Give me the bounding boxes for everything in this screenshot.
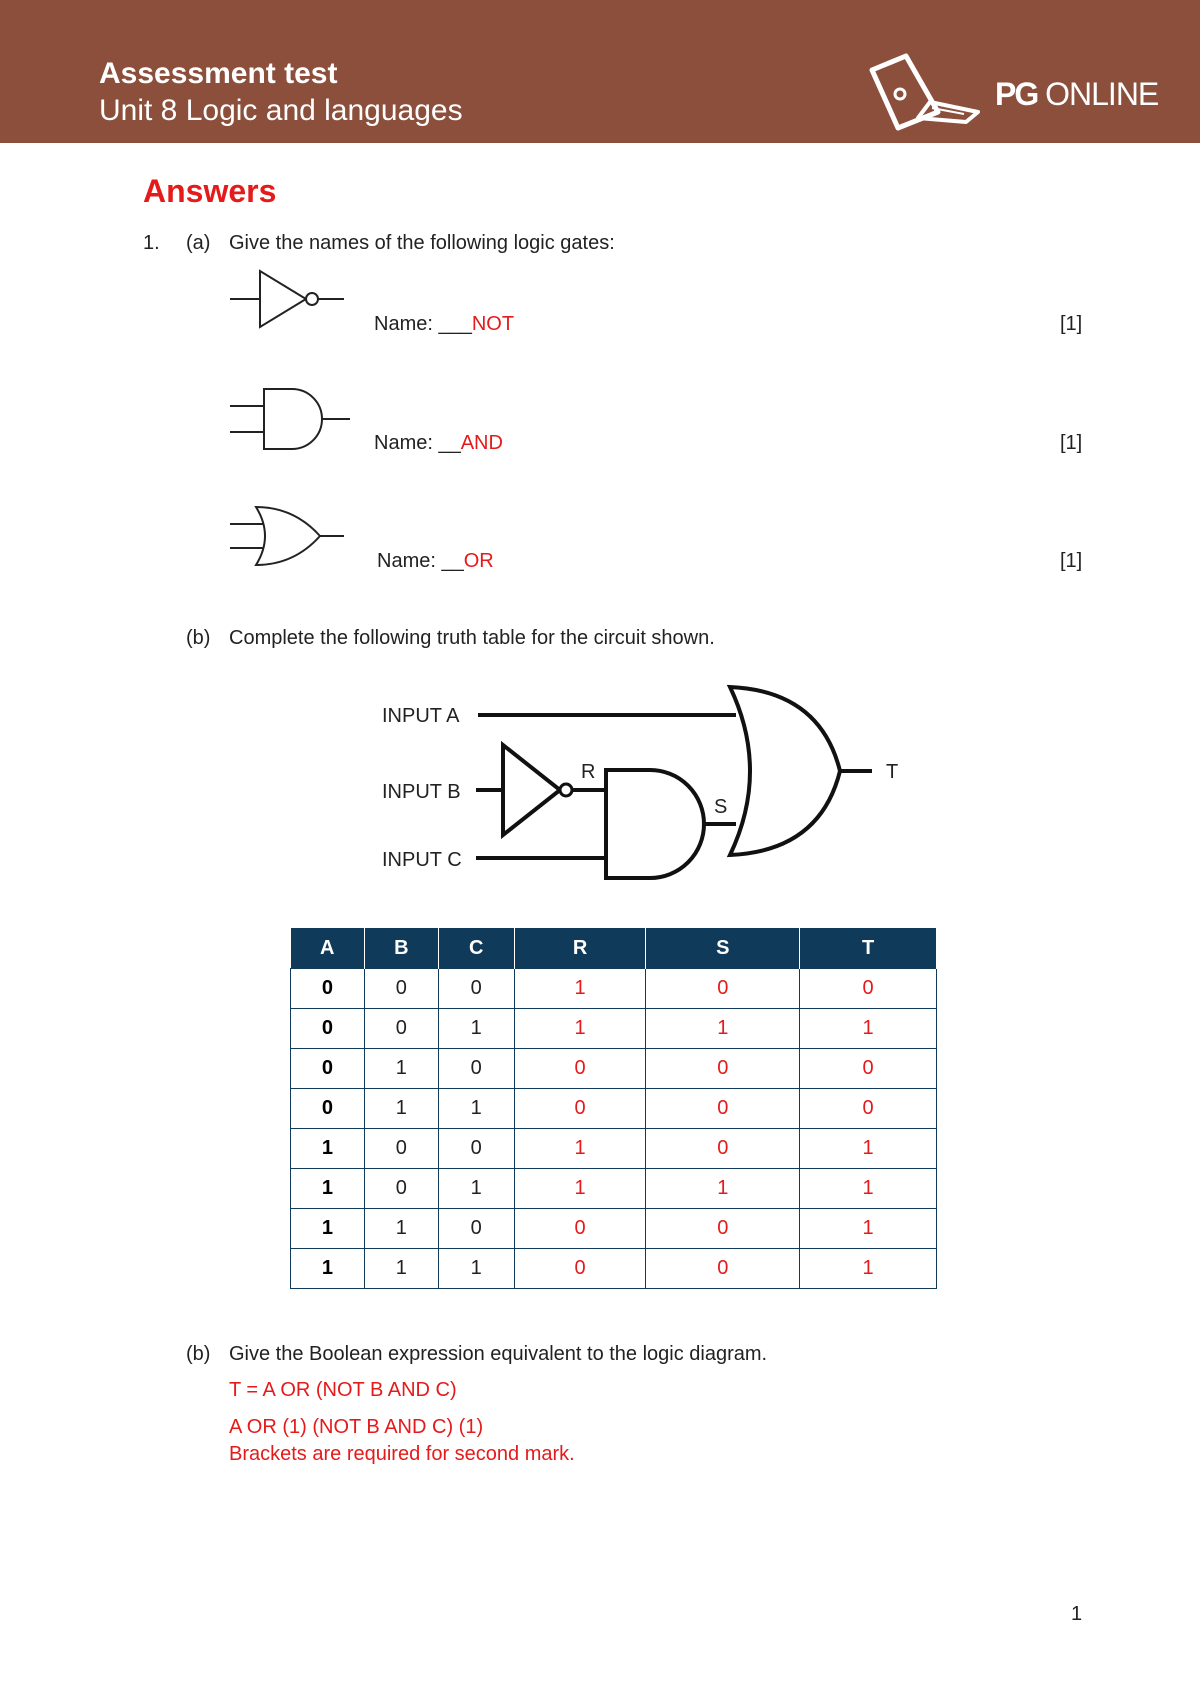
column-header: S — [646, 928, 800, 969]
answer-cell: 1 — [800, 1129, 937, 1169]
table-cell: 1 — [364, 1089, 438, 1129]
part-a-text: Give the names of the following logic gates: — [229, 232, 615, 254]
input-b-label: INPUT B — [382, 781, 461, 803]
table-cell: 1 — [438, 1009, 514, 1049]
table-cell: 0 — [364, 1009, 438, 1049]
gate-mark-2: [1] — [1060, 432, 1083, 454]
page-header — [0, 0, 1200, 143]
column-header: R — [514, 928, 646, 969]
table-row — [291, 1209, 937, 1249]
table-cell: 0 — [291, 969, 365, 1009]
table-row — [291, 1169, 937, 1209]
table-cell: 0 — [438, 1209, 514, 1249]
table-cell: 0 — [364, 969, 438, 1009]
truth-table — [290, 928, 937, 1289]
brand-logo: PG ONLINE — [995, 76, 1159, 112]
answer-cell: 1 — [514, 1129, 646, 1169]
table-cell: 1 — [291, 1169, 365, 1209]
input-a-label: INPUT A — [382, 705, 460, 727]
column-header: A — [291, 928, 365, 969]
table-header-row — [291, 928, 937, 969]
table-row — [291, 1249, 937, 1289]
or-gate-icon — [228, 504, 346, 568]
part-b-text: Complete the following truth table for the circuit shown. — [229, 627, 715, 649]
answer-cell: 1 — [646, 1169, 800, 1209]
gate-mark-1: [1] — [1060, 313, 1083, 335]
answer-cell: 0 — [646, 1049, 800, 1089]
table-row — [291, 969, 937, 1009]
answer-cell: 1 — [646, 1009, 800, 1049]
table-cell: 1 — [291, 1129, 365, 1169]
and-gate-icon — [228, 386, 352, 452]
table-cell: 1 — [438, 1169, 514, 1209]
table-row — [291, 1129, 937, 1169]
table-cell: 0 — [291, 1089, 365, 1129]
answer-cell: 1 — [514, 1169, 646, 1209]
answer-expression: T = A OR (NOT B AND C) — [229, 1379, 457, 1401]
gate-mark-3: [1] — [1060, 550, 1083, 572]
gate-answer-3: OR — [463, 550, 494, 572]
column-header: C — [438, 928, 514, 969]
answer-cell: 0 — [646, 1249, 800, 1289]
table-cell: 1 — [364, 1049, 438, 1089]
table-cell: 1 — [364, 1209, 438, 1249]
gate-name-2: Name: __AND — [374, 432, 503, 454]
answer-cell: 0 — [514, 1089, 646, 1129]
table-cell: 0 — [364, 1169, 438, 1209]
answer-cell: 0 — [800, 1049, 937, 1089]
table-cell: 1 — [438, 1089, 514, 1129]
answer-cell: 0 — [646, 969, 800, 1009]
answer-note: Brackets are required for second mark. — [229, 1443, 575, 1465]
answer-cell: 1 — [800, 1209, 937, 1249]
part-b-label: (b) — [186, 627, 211, 649]
gate-name-1: Name: ___NOT — [374, 313, 515, 335]
document-title: Assessment test — [99, 57, 338, 90]
answer-cell: 0 — [646, 1209, 800, 1249]
gate-name-3: Name: __OR — [377, 550, 494, 572]
part-c-text: Give the Boolean expression equivalent to the logic diagram. — [229, 1343, 768, 1365]
gate-answer-1: NOT — [471, 313, 515, 335]
input-c-label: INPUT C — [382, 849, 462, 871]
not-gate-shape — [503, 745, 560, 835]
not-gate-icon — [228, 268, 346, 332]
answer-cell: 1 — [514, 1009, 646, 1049]
column-header: B — [364, 928, 438, 969]
table-cell: 1 — [364, 1249, 438, 1289]
answer-cell: 1 — [514, 969, 646, 1009]
answer-cell: 0 — [646, 1089, 800, 1129]
t-label: T — [886, 761, 899, 783]
answer-cell: 1 — [800, 1249, 937, 1289]
table-row — [291, 1009, 937, 1049]
answer-cell: 0 — [514, 1049, 646, 1089]
table-cell: 1 — [438, 1249, 514, 1289]
s-label: S — [714, 796, 728, 818]
r-label: R — [581, 761, 596, 783]
or-gate-shape — [730, 687, 840, 855]
table-row — [291, 1049, 937, 1089]
logic-circuit-diagram — [370, 675, 930, 885]
document-subtitle: Unit 8 Logic and languages — [99, 94, 463, 127]
answer-cell: 0 — [514, 1249, 646, 1289]
table-cell: 0 — [291, 1049, 365, 1089]
answers-heading: Answers — [143, 173, 277, 209]
answer-cell: 1 — [800, 1169, 937, 1209]
table-cell: 1 — [291, 1209, 365, 1249]
column-header: T — [800, 928, 937, 969]
answer-cell: 0 — [514, 1209, 646, 1249]
table-cell: 0 — [438, 1049, 514, 1089]
page-number: 1 — [1071, 1603, 1083, 1625]
answer-cell: 0 — [646, 1129, 800, 1169]
table-row — [291, 1089, 937, 1129]
table-cell: 0 — [438, 969, 514, 1009]
answer-cell: 1 — [800, 1009, 937, 1049]
table-cell: 0 — [438, 1129, 514, 1169]
answer-marks: A OR (1) (NOT B AND C) (1) — [229, 1416, 484, 1438]
part-c-label: (b) — [186, 1343, 211, 1365]
answer-cell: 0 — [800, 969, 937, 1009]
gate-answer-2: AND — [460, 432, 503, 454]
and-gate-shape — [606, 770, 704, 878]
table-cell: 0 — [291, 1009, 365, 1049]
table-cell: 1 — [291, 1249, 365, 1289]
question-number: 1. — [143, 232, 160, 254]
answer-cell: 0 — [800, 1089, 937, 1129]
table-cell: 0 — [364, 1129, 438, 1169]
part-a-label: (a) — [186, 232, 211, 254]
